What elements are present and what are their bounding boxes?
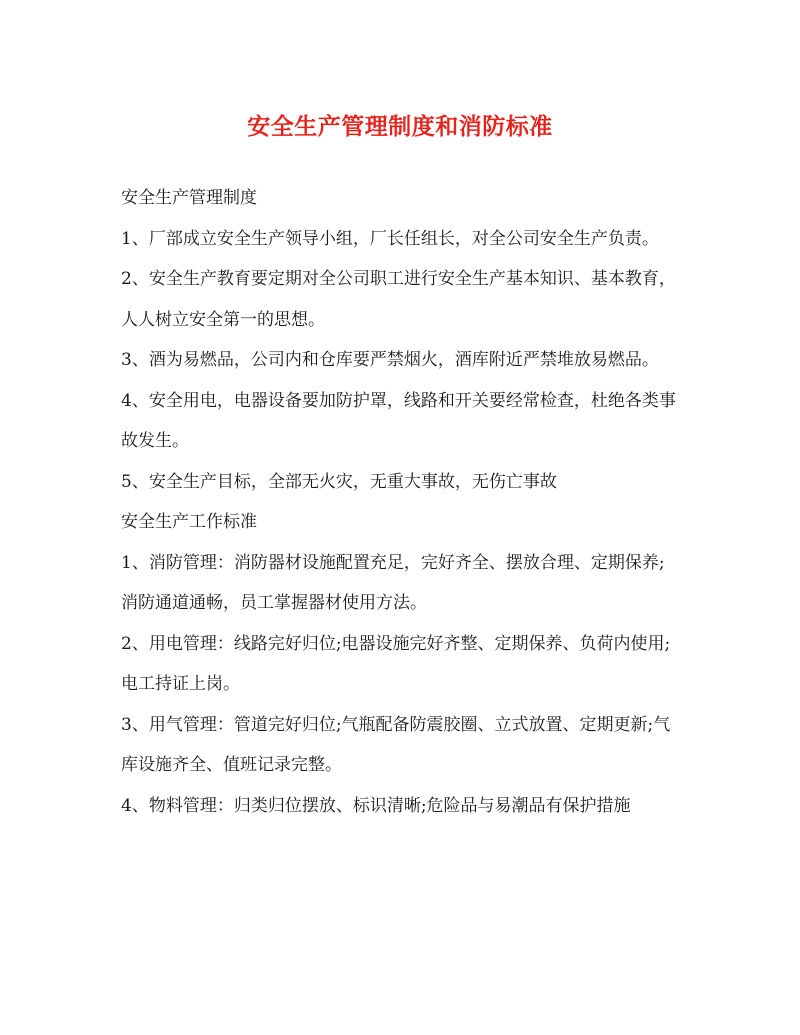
- document-title: 安全生产管理制度和消防标准: [247, 113, 553, 140]
- section-heading-management-system: 安全生产管理制度: [121, 188, 257, 208]
- section-heading-work-standards: 安全生产工作标准: [121, 512, 257, 532]
- list-item: 3、用气管理：管道完好归位;气瓶配备防震胶圈、立式放置、定期更新;气库设施齐全、值班记录完整。: [121, 714, 671, 775]
- list-item: 4、安全用电，电器设备要加防护罩，线路和开关要经常检查，杜绝各类事故发生。: [121, 390, 676, 451]
- list-item: 1、消防管理：消防器材设施配置充足，完好齐全、摆放合理、定期保养;消防通道通畅，员工掌握器材使用方法。: [121, 552, 665, 613]
- document-body: [121, 178, 681, 826]
- list-item: 5、安全生产目标，全部无火灾，无重大事故，无伤亡事故: [121, 471, 557, 492]
- list-item: 1、厂部成立安全生产领导小组，厂长任组长，对全公司安全生产负责。: [121, 228, 659, 249]
- list-item: 2、用电管理：线路完好归位;电器设施完好齐整、定期保养、负荷内使用;电工持证上岗。: [121, 633, 671, 694]
- list-item: 2、安全生产教育要定期对全公司职工进行安全生产基本知识、基本教育，人人树立安全第一的思想。: [121, 269, 676, 330]
- list-item: 4、物料管理：归类归位摆放、标识清晰;危险品与易潮品有保护措施: [121, 795, 631, 816]
- list-item: 3、酒为易燃品，公司内和仓库要严禁烟火，酒库附近严禁堆放易燃品。: [121, 350, 659, 370]
